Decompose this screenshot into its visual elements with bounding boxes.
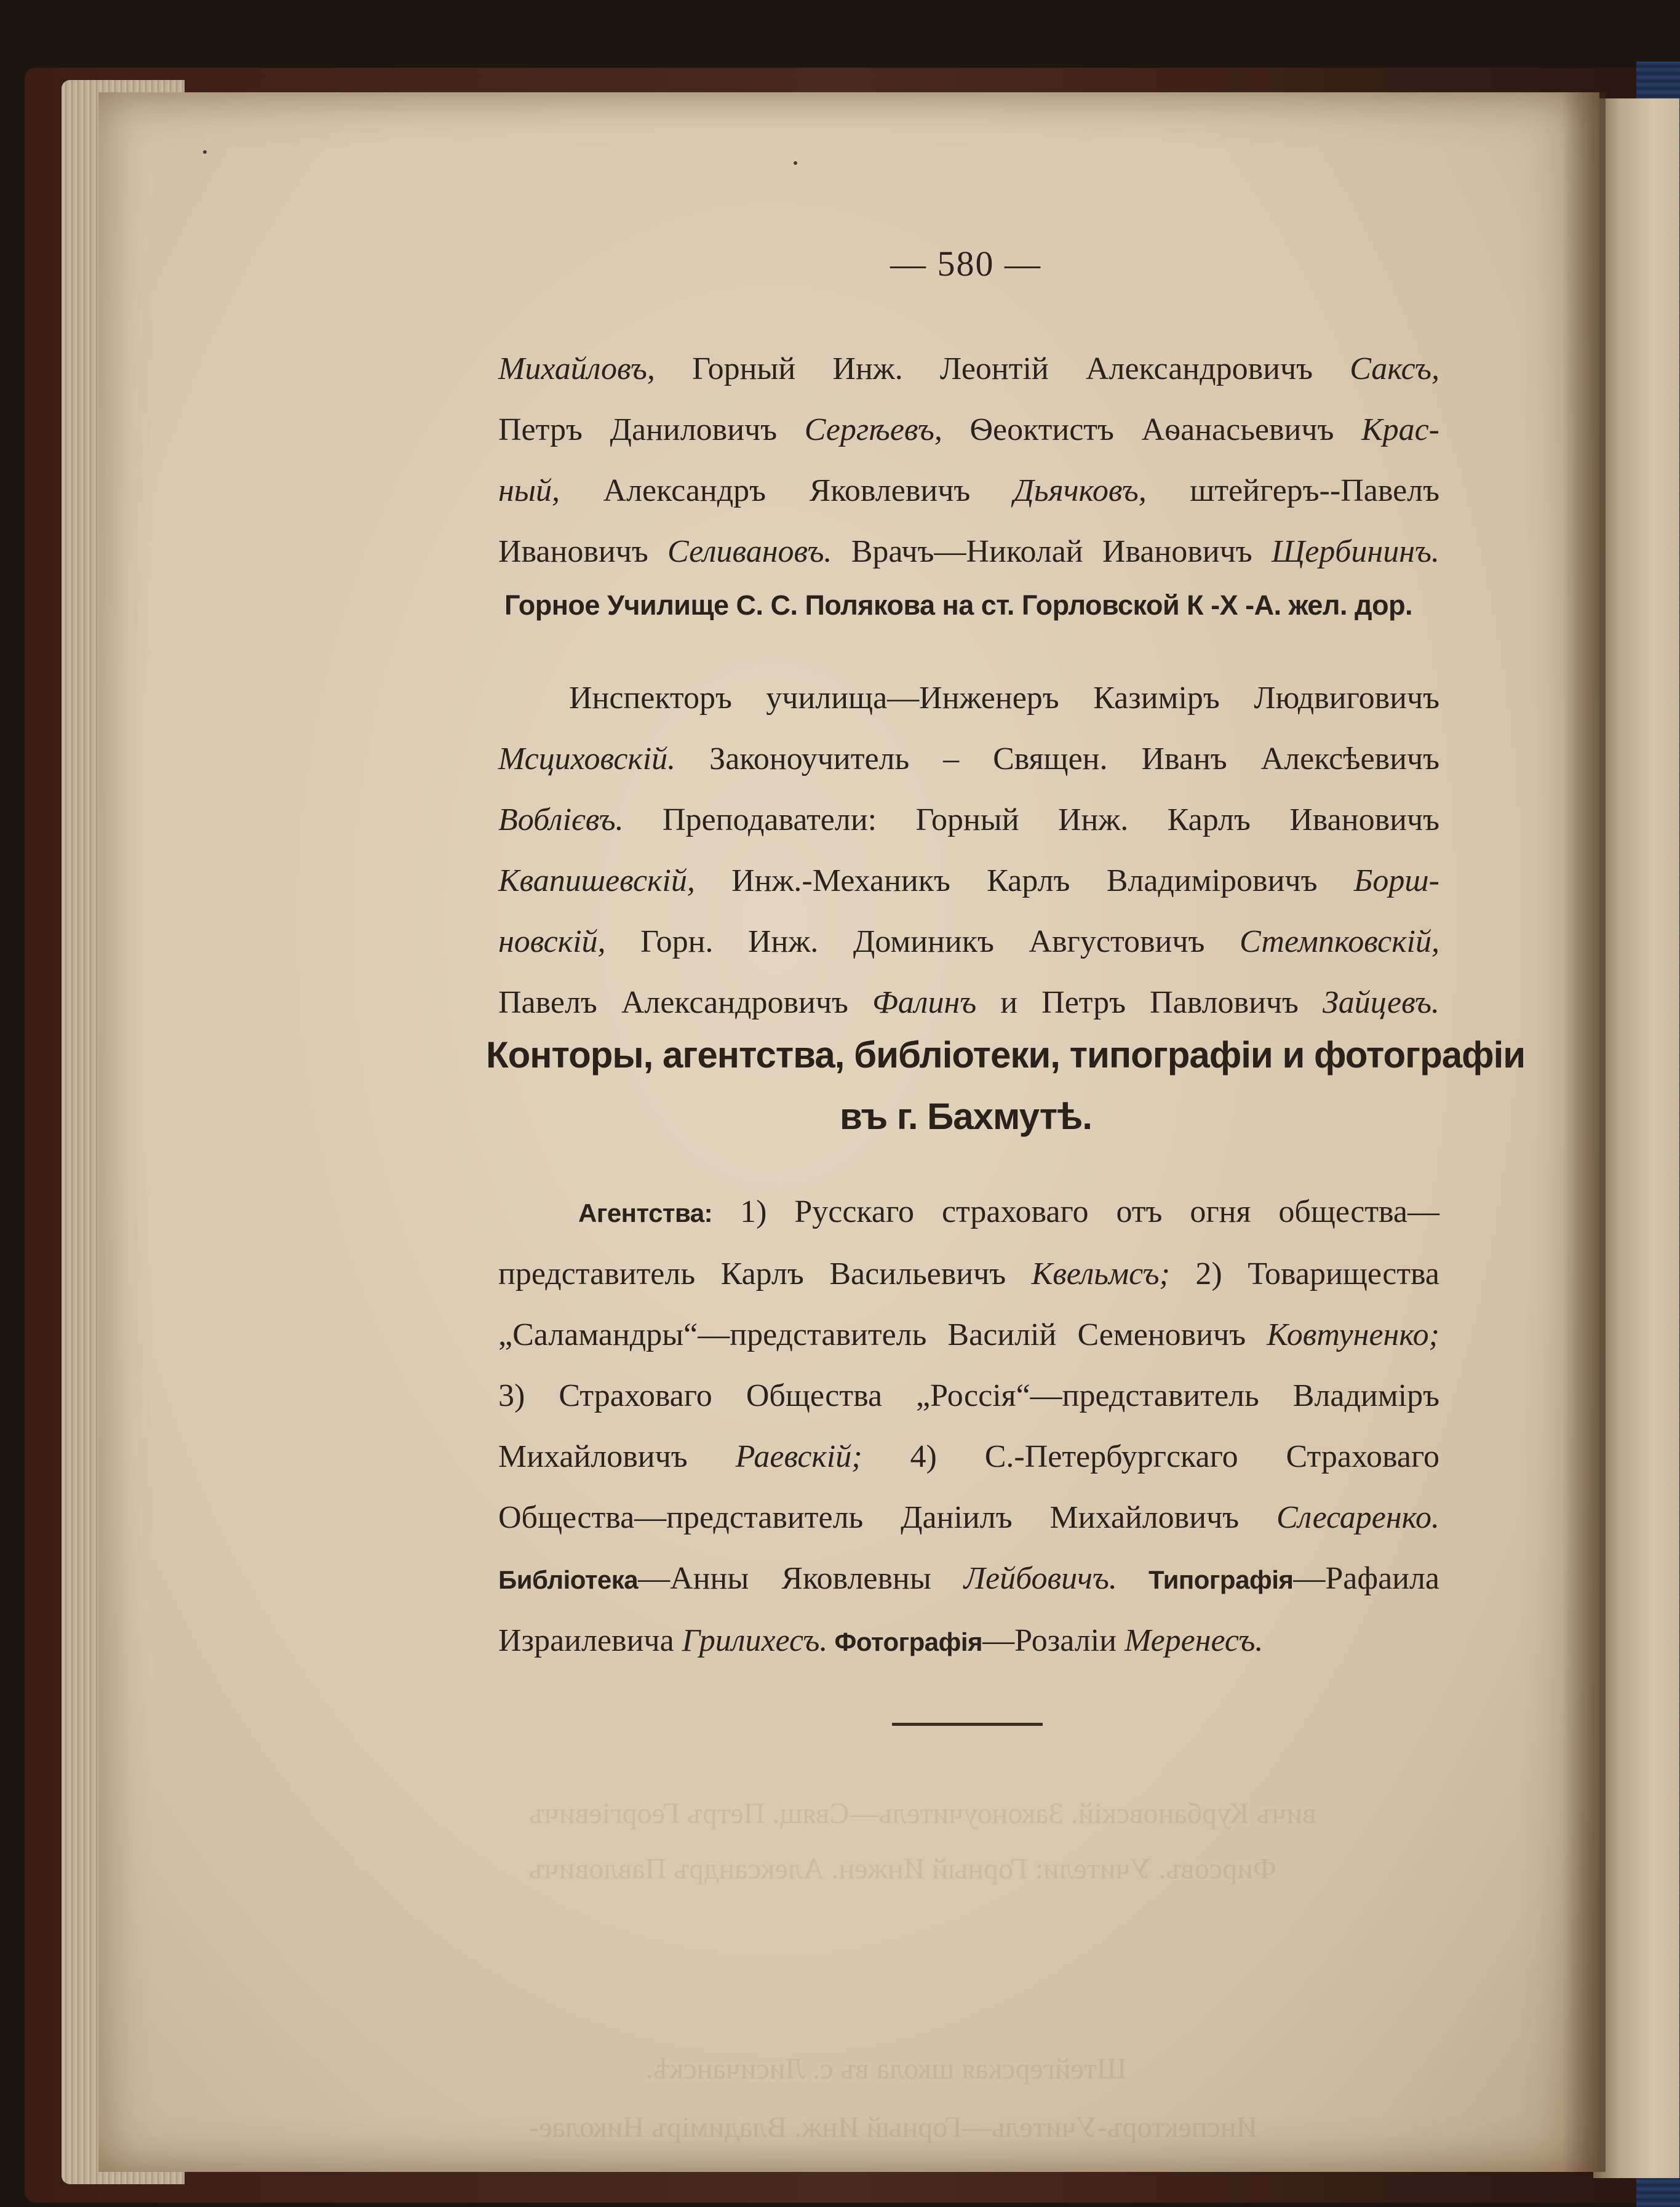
bleed-through-line: Инспекторъ-Учитель—Горный Инж. Владиміръ Николае- <box>529 2111 1258 2144</box>
text-line: новскій, Горн. Инж. Доминикъ Августовичъ Стемпковскій, <box>498 924 1439 959</box>
text-line: Израилевича Грилихесъ. Фотографія—Розаліи Меренесъ. <box>498 1623 1264 1658</box>
text-line: Квапишевскій, Инж.-Механикъ Карлъ Владиміровичъ Борш- <box>498 863 1439 898</box>
text-line: Михайловъ, Горный Инж. Леонтій Александровичъ Саксъ, <box>498 351 1439 386</box>
section-end-rule <box>892 1723 1043 1726</box>
paragraph-school-staff <box>498 668 1439 1033</box>
facing-page-edge <box>1593 98 1679 2178</box>
page-number: — 580 — <box>890 244 1041 284</box>
dust-speck <box>203 150 207 154</box>
paragraph-agencies <box>498 1181 1439 1672</box>
text-line: Павелъ Александровичъ Фалинъ и Петръ Павловичъ Зайцевъ. <box>498 985 1439 1020</box>
dust-speck <box>794 161 797 165</box>
text-line: Петръ Даниловичъ Сергѣевъ, Ѳеоктистъ Аѳанасьевичъ Крас- <box>498 412 1439 447</box>
text-line: Ивановичъ Селивановъ. Врачъ—Николай Ивановичъ Щербининъ. <box>498 534 1440 569</box>
bleed-through-line: вичъ Курбановскій. Законоучитель—Свящ. Петръ Георгіевичъ <box>529 1797 1316 1830</box>
school-heading: Горное Училище С. С. Полякова на ст. Горловской К -Х -А. жел. дор. <box>504 589 1413 621</box>
section-heading-line1: Конторы, агентства, библіотеки, типографіи и фотографіи <box>486 1034 1526 1076</box>
text-line: Библіотека—Анны Яковлевны Лейбовичъ. Типографія—Рафаила <box>498 1561 1440 1596</box>
section-heading-line2: въ г. Бахмутѣ. <box>840 1096 1092 1137</box>
text-line: Агентства: 1) Русскаго страховаго отъ огня общества— <box>578 1194 1439 1229</box>
page-gutter-shadow <box>1563 92 1606 2172</box>
text-line: Инспекторъ училища—Инженеръ Казиміръ Людвиговичъ <box>569 680 1439 716</box>
paragraph-staff-continued <box>498 338 1439 582</box>
bleed-through-line: Штейгерская школа въ с. Лисичанскѣ. <box>646 2053 1127 2085</box>
text-line: Мсциховскій. Законоучитель – Священ. Иванъ Алексѣевичъ <box>498 741 1439 776</box>
text-line: Общества—представитель Даніилъ Михайловичъ Слесаренко. <box>498 1500 1439 1535</box>
text-line: Михайловичъ Раевскій; 4) С.-Петербургскаго Страховаго <box>498 1439 1439 1474</box>
text-line: представитель Карлъ Васильевичъ Квельмсъ; 2) Товарищества <box>498 1256 1439 1291</box>
text-line: ный, Александръ Яковлевичъ Дьячковъ, штейгеръ--Павелъ <box>498 473 1439 508</box>
text-line: Воблієвъ. Преподаватели: Горный Инж. Карлъ Ивановичъ <box>498 802 1439 837</box>
bleed-through-line: Фирсовъ. Учители: Горный Инжен. Александръ Павловичъ <box>529 1853 1276 1885</box>
text-line: 3) Страховаго Общества „Россія“—представитель Владиміръ <box>498 1378 1439 1413</box>
text-line: „Саламандры“—представитель Василій Семеновичъ Ковтуненко; <box>498 1317 1439 1352</box>
